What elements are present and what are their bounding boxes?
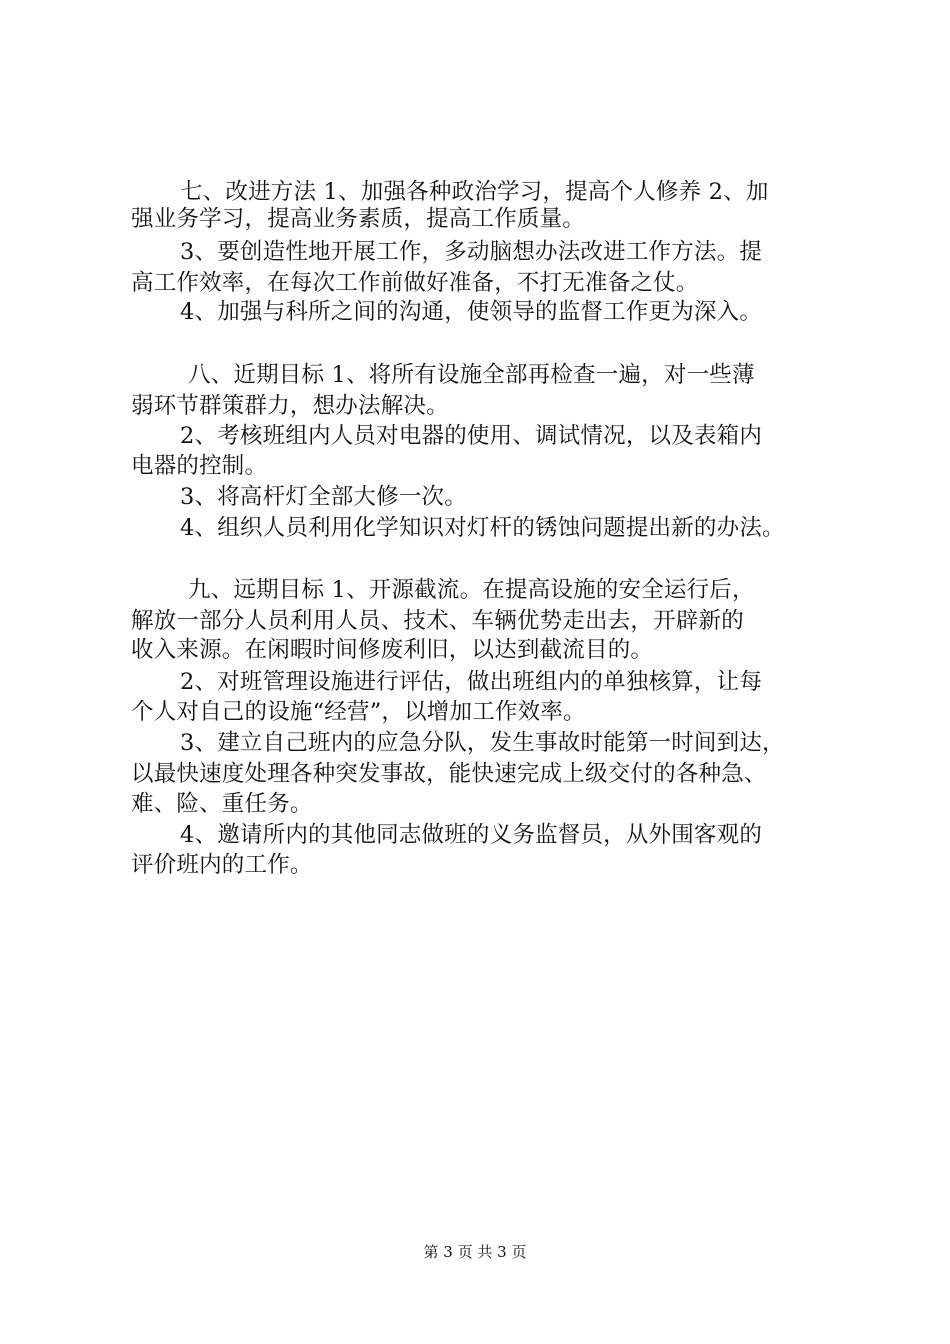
paragraph-line: 4、邀请所内的其他同志做班的义务监督员，从外围客观的 <box>180 822 763 848</box>
paragraph-line: 强业务学习，提高业务素质，提高工作质量。 <box>131 206 586 232</box>
paragraph-line: 弱环节群策群力，想办法解决。 <box>131 393 449 419</box>
paragraph-line: 难、险、重任务。 <box>131 791 313 817</box>
paragraph-line: 八、近期目标 1、将所有设施全部再检查一遍，对一些薄 <box>188 362 755 388</box>
paragraph-line: 3、将高杆灯全部大修一次。 <box>180 484 467 510</box>
paragraph-line: 七、改进方法 1、加强各种政治学习，提高个人修养 2、加 <box>180 179 769 205</box>
paragraph-line: 2、对班管理设施进行评估，做出班组内的单独核算，让每 <box>180 669 763 695</box>
paragraph-line: 收入来源。在闲暇时间修废利旧，以达到截流目的。 <box>131 637 654 663</box>
paragraph-line: 九、远期目标 1、开源截流。在提高设施的安全运行后， <box>188 577 755 603</box>
paragraph-line: 评价班内的工作。 <box>131 852 313 878</box>
paragraph-line: 3、建立自己班内的应急分队，发生事故时能第一时间到达， <box>180 730 785 756</box>
paragraph-line: 4、组织人员利用化学知识对灯杆的锈蚀问题提出新的办法。 <box>180 515 785 541</box>
paragraph-line: 4、加强与科所之间的沟通，使领导的监督工作更为深入。 <box>180 299 763 325</box>
paragraph-line: 3、要创造性地开展工作，多动脑想办法改进工作方法。提 <box>180 239 763 265</box>
paragraph-line: 2、考核班组内人员对电器的使用、调试情况，以及表箱内 <box>180 423 763 449</box>
paragraph-line: 电器的控制。 <box>131 453 268 479</box>
page-number-footer: 第 3 页 共 3 页 <box>423 1243 527 1261</box>
paragraph-line: 高工作效率，在每次工作前做好准备，不打无准备之仗。 <box>131 270 699 296</box>
paragraph-line: 个人对自己的设施“经营”，以增加工作效率。 <box>131 699 586 725</box>
paragraph-line: 解放一部分人员利用人员、技术、车辆优势走出去，开辟新的 <box>131 608 744 634</box>
paragraph-line: 以最快速度处理各种突发事故，能快速完成上级交付的各种急、 <box>131 761 767 787</box>
